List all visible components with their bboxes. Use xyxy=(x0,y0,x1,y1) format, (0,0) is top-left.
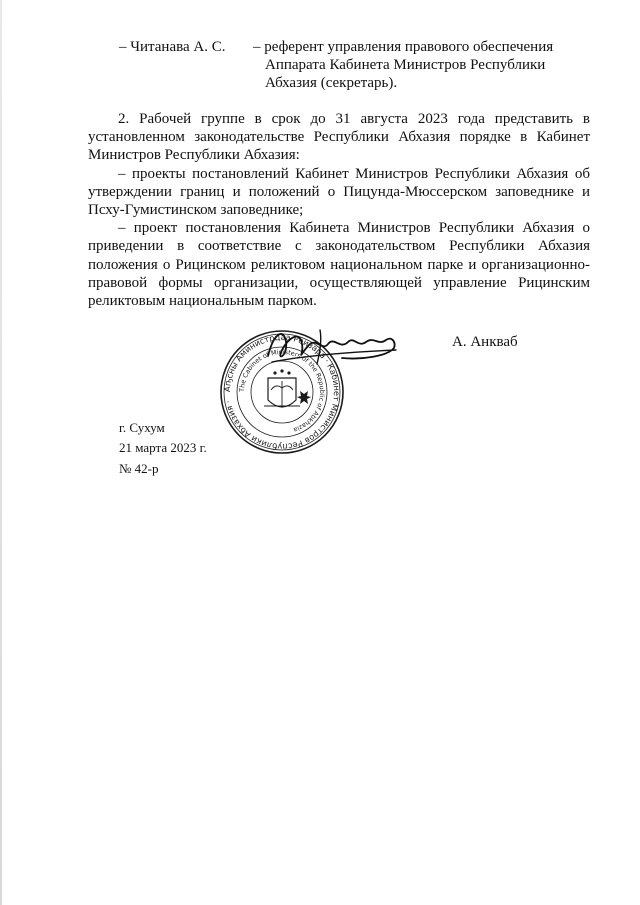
issue-place: г. Сухум xyxy=(119,420,165,435)
member-role-line: Аппарата Кабинета Министров Республики xyxy=(265,57,546,73)
seal-outer-text: Аҧсны Аминистрцәа Реизара · Кабинет Министров Республики Абхазия · xyxy=(221,331,343,453)
member-role-line: – референт управления правового обеспечения xyxy=(253,39,554,55)
signature-block xyxy=(212,322,602,462)
paragraph-subitem: – проекты постановлений Кабинет Министров Республики Абхазия об утверждении границ и положений о Пицунда-Мюссерском заповеднике и Псху-Гумистинском заповеднике; xyxy=(88,165,590,219)
order-number: № 42-р xyxy=(119,461,159,476)
handwritten-signature-icon xyxy=(262,322,402,374)
issue-date: 21 марта 2023 г. xyxy=(119,440,207,455)
order-body xyxy=(88,110,590,310)
member-role-line: Абхазия (секретарь). xyxy=(265,75,398,91)
paragraph-subitem: – проект постановления Кабинета Министров Республики Абхазия о приведении в соответствие с законодательством Республики Абхазия положения о Рицинском реликтовом национальном парке и организационно-правовой формы организации, осуществляющей управление Рицинским реликтовым национальным парком. xyxy=(88,220,590,310)
scan-edge xyxy=(0,0,2,905)
member-name: – Читанава А. С. xyxy=(119,39,226,55)
paragraph-item-2: 2. Рабочей группе в срок до 31 августа 2023 года представить в установленном законодательстве Республики Абхазия порядке в Кабинет Министров Республики Абхазия: xyxy=(88,111,590,164)
seal-inner-text: The Cabinet of Ministers of the Republic of Abkhazia xyxy=(237,347,327,435)
member-role xyxy=(253,38,583,92)
signer-name: А. Анкваб xyxy=(452,334,518,350)
